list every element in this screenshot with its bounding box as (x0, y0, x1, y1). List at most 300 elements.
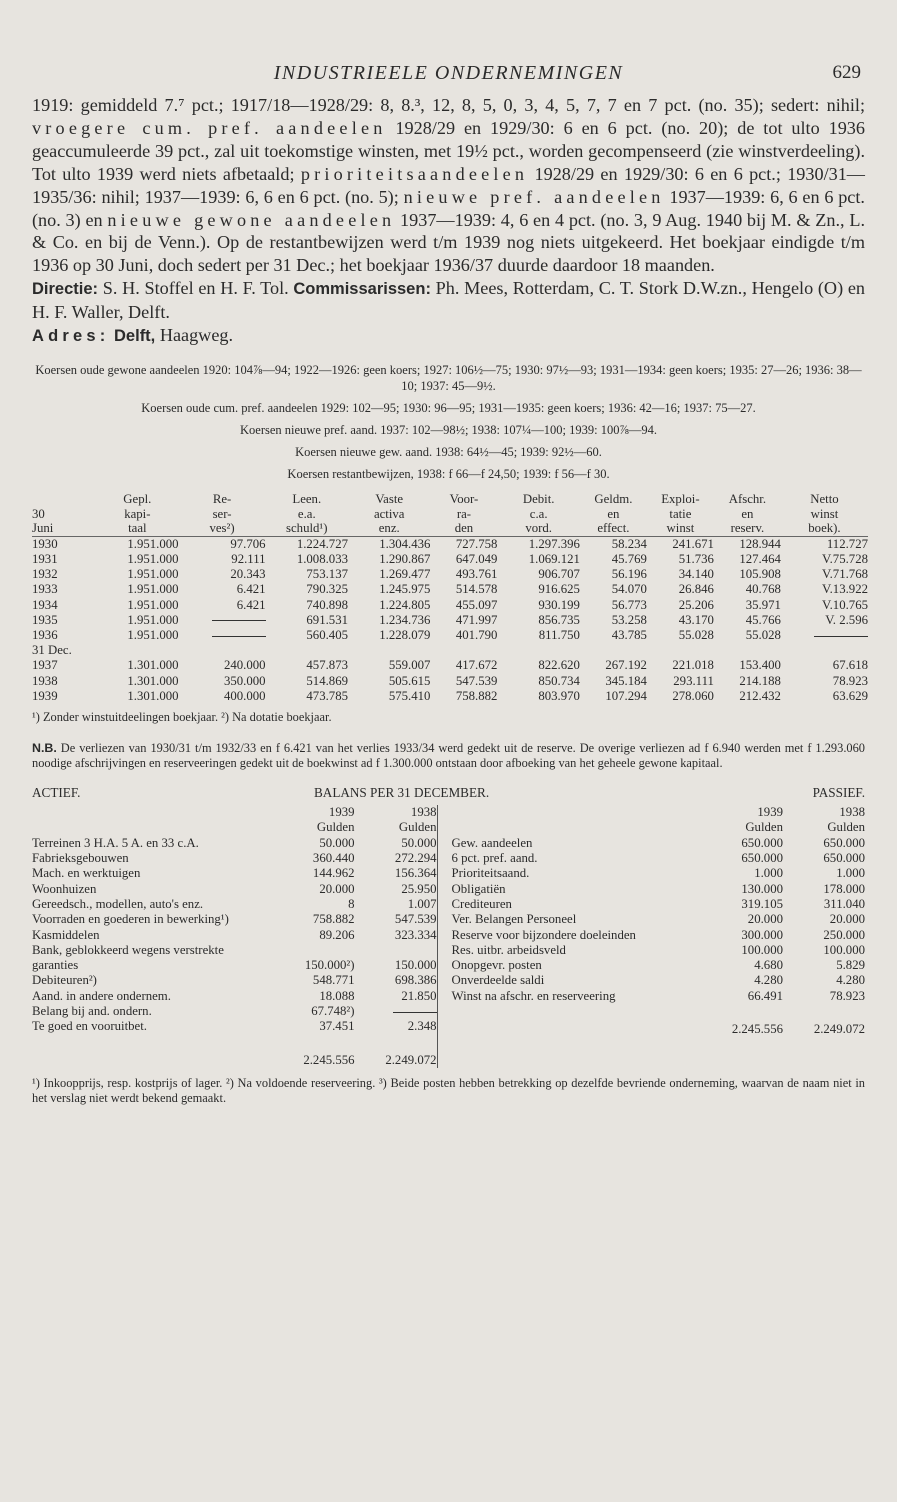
balans-item-label: Terreinen 3 H.A. 5 A. en 33 c.A. (32, 835, 199, 850)
value-cell: 575.410 (388, 688, 431, 703)
text-run: 1928/29 en 1929/30: 6 en 6 pct.; 1930/31—1935/36: nihil; 1937—1939: 6, 6 en 6 pct. (no. 5); (32, 163, 865, 207)
balans-item-label: Gereedsch., modellen, auto's enz. (32, 896, 204, 911)
balans-value: 650.000 (741, 835, 783, 850)
balans-row (32, 989, 437, 1004)
value-cell: 67.618 (832, 658, 868, 673)
balans-item-label: Obligatiën (451, 881, 506, 896)
balans-total-row (452, 1004, 865, 1037)
balans-row (32, 1019, 437, 1034)
adres-city: Delft, (114, 327, 156, 346)
value-cell: 930.199 (538, 597, 580, 612)
value-cell: 55.028 (745, 627, 781, 642)
value-cell: 1.951.000 (127, 597, 179, 612)
balans-value: 323.334 (394, 927, 437, 942)
value-cell: V. 2.596 (825, 612, 868, 627)
column-header-line: enz. (378, 521, 400, 536)
value-cell: 906.707 (538, 567, 580, 582)
table-body (32, 536, 868, 704)
value-cell: 1.228.079 (379, 627, 431, 642)
balans-row (32, 897, 437, 912)
column-header (580, 492, 647, 536)
value-cell: 51.736 (678, 551, 714, 566)
balans-value: 311.040 (823, 896, 865, 911)
table-row (32, 613, 868, 628)
balans-value: 20.000 (747, 912, 783, 927)
value-cell: 1.269.477 (379, 567, 431, 582)
value-cell: 727.758 (455, 536, 498, 551)
value-cell: 1.951.000 (127, 551, 179, 566)
dividend-paragraph (32, 94, 865, 277)
column-header-line: vord. (525, 521, 552, 536)
year-cell: 1930 (32, 536, 58, 551)
nb-label: N.B. (32, 741, 57, 756)
column-header (179, 492, 266, 536)
unit-label: Gulden (827, 820, 865, 835)
balans-value: 100.000 (741, 942, 783, 957)
balans-value: 2.348 (407, 1019, 437, 1034)
value-cell: 107.294 (605, 688, 647, 703)
column-header-line: activa (373, 506, 405, 521)
balans-value: 548.771 (312, 973, 355, 988)
column-header-line: Exploi- (661, 491, 700, 506)
balans-value: 650.000 (823, 835, 865, 850)
balans-row (452, 928, 865, 943)
balans-value: 130.000 (741, 881, 783, 896)
balans-item-label: Gew. aandeelen (451, 835, 533, 850)
balans-title: BALANS PER 31 DECEMBER. (314, 785, 490, 801)
balans-row (452, 973, 865, 988)
balans-value: 1.000 (836, 866, 865, 881)
value-cell: 97.706 (230, 536, 266, 551)
balans-row (32, 912, 437, 927)
column-header (430, 492, 497, 536)
column-header (266, 492, 348, 536)
year-1938: 1938 (410, 805, 437, 820)
value-cell: 278.060 (672, 688, 714, 703)
unit-label: Gulden (745, 820, 783, 835)
value-cell: 128.944 (739, 536, 781, 551)
balans-sheet (32, 805, 865, 1068)
value-cell: 1.951.000 (127, 536, 179, 551)
balans-row (452, 958, 865, 973)
column-header-line: kapi- (124, 506, 151, 521)
column-header-line: Netto (810, 491, 839, 506)
year-cell: 1936 (32, 627, 58, 642)
value-cell: 811.750 (538, 627, 580, 642)
unit-label: Gulden (398, 820, 437, 835)
directie-text: S. H. Stoffel en H. F. Tol. (98, 278, 294, 299)
koersen-line: Koersen nieuwe gew. aand. 1938: 64½—45; 1939: 92½—60. (295, 444, 602, 459)
balans-item-label: Res. uitbr. arbeidsveld (451, 942, 566, 957)
column-header-line: effect. (597, 521, 630, 536)
balans-item-label: Belang bij and. ondern. (32, 1004, 152, 1019)
balans-value: 67.748²) (311, 1004, 355, 1019)
balans-row (32, 851, 437, 866)
value-cell: 153.400 (739, 658, 781, 673)
value-cell: 26.846 (678, 582, 714, 597)
column-header (647, 492, 714, 536)
table-row (32, 689, 868, 704)
text-run: 1928/29 en 1929/30: 6 en 6 pct. (no. 20); de tot ulto 1936 geaccumuleerde 39 pct., zal uit toekomstige winsten, met 19½ pct., worden gecompenseerd (zie winstverdeeling). Tot ulto 1939 werd niets afbetaald; (32, 117, 865, 184)
balans-value: 18.088 (319, 988, 355, 1003)
spaced-term: vroegere cum. pref. aandeelen (32, 117, 387, 138)
balans-value: 698.386 (394, 973, 437, 988)
balans-item-label: Crediteuren (451, 896, 512, 911)
text-run: 1937—1939: 6, 6 en 6 pct. (no. 3) en (32, 186, 865, 230)
year-1938: 1938 (839, 805, 865, 820)
sub-label: 31 Dec. (32, 643, 72, 658)
value-cell: 790.325 (306, 582, 348, 597)
value-cell: 1.224.727 (296, 536, 348, 551)
balans-total: 2.249.072 (385, 1052, 437, 1067)
value-cell: 214.188 (739, 673, 781, 688)
balans-value: 100.000 (823, 942, 865, 957)
section-title: INDUSTRIEELE ONDERNEMINGEN (273, 62, 624, 84)
year-header-row (32, 805, 437, 820)
koersen-line: Koersen oude cum. pref. aandeelen 1929: 102—95; 1930: 96—95; 1931—1935: geen koers; 1936: 42—16; 1937: 75—27. (141, 400, 756, 415)
table-row (32, 628, 868, 643)
value-cell: 112.727 (826, 536, 868, 551)
adres-street: Haagweg. (155, 325, 234, 346)
unit-label: Gulden (316, 820, 355, 835)
column-header-line: tatie (669, 506, 692, 521)
value-cell: 58.234 (611, 536, 647, 551)
value-cell: 647.049 (455, 551, 498, 566)
empty-cell (32, 1035, 275, 1068)
value-cell: 240.000 (223, 658, 266, 673)
balans-value: 650.000 (823, 851, 865, 866)
balans-row (452, 943, 865, 958)
balans-row (32, 928, 437, 943)
balans-item-label: Woonhuizen (32, 881, 97, 896)
balans-item-label: Voorraden en goederen in bewerking¹) (32, 912, 229, 927)
balans-item-label: Te goed en vooruitbet. (32, 1019, 147, 1034)
value-cell: 1.290.867 (379, 551, 431, 566)
balans-value: 150.000²) (304, 958, 355, 973)
column-header (96, 492, 178, 536)
value-cell: 455.097 (455, 597, 498, 612)
balans-value: 50.000 (401, 835, 437, 850)
table-row (32, 552, 868, 567)
value-cell: 56.773 (611, 597, 647, 612)
value-cell: 63.629 (832, 688, 868, 703)
value-cell: 1.008.033 (296, 551, 348, 566)
column-header (32, 492, 96, 536)
value-cell: 505.615 (388, 673, 431, 688)
year-cell: 1937 (32, 658, 58, 673)
value-cell: 803.970 (538, 688, 580, 703)
running-header (32, 58, 865, 88)
balans-item-label: Bank, geblokkeerd wegens verstrekte garanties (32, 942, 224, 973)
balans-value: 5.829 (836, 958, 865, 973)
table-row (32, 658, 868, 673)
balans-value: 66.491 (747, 988, 783, 1003)
balans-value: 1.000 (754, 866, 783, 881)
address-paragraph (32, 324, 865, 348)
value-cell: 350.000 (223, 673, 266, 688)
passief-column (437, 805, 865, 1068)
value-cell: 473.785 (306, 688, 348, 703)
balans-value: 272.294 (394, 851, 437, 866)
table-header-row (32, 492, 868, 536)
value-cell: 856.735 (538, 612, 580, 627)
year-cell: 1934 (32, 597, 58, 612)
balans-row (32, 866, 437, 881)
balans-value: 21.850 (401, 988, 437, 1003)
column-header-line: en (741, 506, 754, 521)
balans-header (32, 785, 865, 803)
value-cell (179, 628, 266, 643)
value-cell: 105.908 (739, 567, 781, 582)
value-cell: 1.297.396 (528, 536, 580, 551)
balans-footnote: ¹) Inkoopprijs, resp. kostprijs of lager. ²) Na voldoende reserveering. ³) Beide posten hebben betrekking op dezelfde bevriende onderneming, waarvan de naam niet in het verslag niet werdt bekend gemaakt. (32, 1075, 865, 1105)
balans-row (452, 851, 865, 866)
spaced-term: prioriteitsaandeelen (300, 163, 529, 184)
balans-row (32, 943, 437, 974)
balans-value: 144.962 (312, 866, 355, 881)
value-cell: 267.192 (605, 658, 647, 673)
adres-label: Adres: (32, 327, 110, 346)
balans-value: 20.000 (829, 912, 865, 927)
column-header-line: winst (810, 506, 839, 521)
value-cell: 53.258 (611, 612, 647, 627)
spaced-term: nieuwe pref. aandeelen (403, 186, 665, 207)
table-footnote: ¹) Zonder winstuitdeelingen boekjaar. ²) Na dotatie boekjaar. (32, 709, 332, 724)
balans-row (452, 882, 865, 897)
unit-header-row (32, 820, 437, 835)
column-header-line: winst (666, 521, 695, 536)
value-cell: 514.578 (455, 582, 498, 597)
balans-value: 547.539 (394, 912, 437, 927)
balans-item-label: Winst na afschr. en reserveering (451, 988, 616, 1003)
value-cell: 1.245.975 (379, 582, 431, 597)
value-cell: 1.301.000 (127, 688, 179, 703)
column-header (714, 492, 781, 536)
board-paragraph (32, 277, 865, 324)
balans-total-row (32, 1035, 437, 1068)
balans-item-label: Ver. Belangen Personeel (451, 912, 577, 927)
value-cell: V.10.765 (822, 597, 868, 612)
value-cell: 56.196 (611, 567, 647, 582)
table-row (32, 536, 868, 552)
value-cell: 1.234.736 (379, 612, 431, 627)
value-cell: 514.869 (306, 673, 348, 688)
balans-total: 2.249.072 (813, 1022, 865, 1037)
value-cell: 127.464 (739, 551, 781, 566)
value-cell: 1.951.000 (127, 567, 179, 582)
value-cell: 34.140 (678, 567, 714, 582)
value-cell: 45.766 (745, 612, 781, 627)
balans-value: 178.000 (823, 881, 865, 896)
balans-value: 8 (348, 896, 355, 911)
balans-item-label: Fabrieksgebouwen (32, 851, 129, 866)
value-cell: 45.769 (611, 551, 647, 566)
value-cell: 43.785 (611, 627, 647, 642)
balans-item-label: Debiteuren²) (32, 973, 97, 988)
column-header-line: reserv. (730, 521, 765, 536)
balans-value: 4.280 (754, 973, 783, 988)
unit-header-row (452, 820, 865, 835)
nb-note (32, 741, 865, 771)
balans-item-label: Prioriteitsaand. (451, 866, 530, 881)
dash-mark (814, 636, 868, 637)
balans-item-label: 6 pct. pref. aand. (451, 851, 538, 866)
nb-text: De verliezen van 1930/31 t/m 1932/33 en f 6.421 van het verlies 1933/34 werd gedekt uit de reserve. De overige verliezen ad f 6.940 werden met f 1.293.060 noodige afschrijvingen en reserveeringen gedekt uit de boekwinst ad f 1.300.000 ontstaan door afboeking van het geheele gewone kapitaal. (32, 741, 865, 771)
commissarissen-label: Commissarissen: (293, 280, 431, 299)
value-cell (179, 613, 266, 628)
balans-value: 4.280 (836, 973, 865, 988)
column-header-line: ser- (212, 506, 232, 521)
value-cell: 691.531 (306, 612, 348, 627)
value-cell: 1.301.000 (127, 658, 179, 673)
value-cell: 493.761 (455, 567, 498, 582)
value-cell: 293.111 (673, 673, 714, 688)
value-cell: 25.206 (678, 597, 714, 612)
dash-mark (393, 1012, 437, 1013)
value-cell: 1.301.000 (127, 673, 179, 688)
body-text (32, 94, 865, 348)
value-cell: 221.018 (672, 658, 714, 673)
balans-item-label: Onverdeelde saldi (451, 973, 545, 988)
value-cell: 1.304.436 (379, 536, 431, 551)
balans-row (452, 866, 865, 881)
value-cell: V.71.768 (822, 567, 868, 582)
passief-label: PASSIEF. (812, 785, 865, 801)
column-header-line: c.a. (529, 506, 548, 521)
value-cell: 417.672 (455, 658, 498, 673)
column-header-line: Vaste (375, 491, 404, 506)
value-cell (781, 628, 868, 643)
actief-column (32, 805, 437, 1068)
column-header-line: 30 (32, 506, 45, 521)
balans-row (452, 989, 865, 1004)
value-cell: 471.997 (455, 612, 498, 627)
value-cell: 547.539 (455, 673, 498, 688)
balans-row (452, 897, 865, 912)
balans-value: 300.000 (741, 927, 783, 942)
column-header-line: Gepl. (123, 491, 152, 506)
value-cell: 916.625 (538, 582, 580, 597)
value-cell: 241.671 (672, 536, 714, 551)
balans-value: 250.000 (823, 927, 865, 942)
page-number: 629 (832, 62, 861, 83)
year-cell: 1939 (32, 688, 58, 703)
value-cell: 758.882 (455, 688, 498, 703)
value-cell: 55.028 (678, 627, 714, 642)
balans-item-label: Aand. in andere ondernem. (32, 988, 171, 1003)
balans-row (32, 973, 437, 988)
column-header-line: Re- (212, 491, 232, 506)
value-cell: 1.224.805 (379, 597, 431, 612)
balans-value: 150.000 (394, 958, 437, 973)
value-cell: 78.923 (832, 673, 868, 688)
empty-cell (452, 1004, 703, 1037)
value-cell: 560.405 (306, 627, 348, 642)
column-header-line: ra- (456, 506, 472, 521)
balans-value: 50.000 (319, 835, 355, 850)
table-row (32, 674, 868, 689)
year-1939: 1939 (328, 805, 355, 820)
year-cell: 1933 (32, 582, 58, 597)
value-cell: 35.971 (745, 597, 781, 612)
text-run: 1919: gemiddeld 7.⁷ pct.; 1917/18—1928/29: 8, 8.³, 12, 8, 5, 0, 3, 4, 5, 7, 7 en 7 pct. (no. 35); sedert: nihil; (32, 95, 865, 115)
balans-value: 758.882 (312, 912, 355, 927)
balans-value: 360.440 (312, 851, 355, 866)
balans-total: 2.245.556 (731, 1022, 783, 1037)
balans-value: 156.364 (394, 866, 437, 881)
column-header-line: en (607, 506, 620, 521)
directie-label: Directie: (32, 280, 99, 299)
koersen-line: Koersen oude gewone aandeelen 1920: 104⅞—94; 1922—1926: geen koers; 1927: 106½—75; 1930: 97½—93; 1931—1934: geen koers; 1935: 27—26; 1936: 38—10; 1937: 45—9½. (35, 362, 862, 393)
value-cell: 753.137 (306, 567, 348, 582)
balans-row (32, 882, 437, 897)
balans-row (452, 912, 865, 927)
balans-row (452, 836, 865, 851)
balans-value (355, 1004, 437, 1019)
value-cell: 212.432 (739, 688, 781, 703)
year-header-row (452, 805, 865, 820)
koersen-line: Koersen nieuwe pref. aand. 1937: 102—98½; 1938: 107¼—100; 1939: 100⅞—94. (240, 422, 657, 437)
column-header (497, 492, 579, 536)
balans-item-label: Kasmiddelen (32, 927, 100, 942)
value-cell: 20.343 (230, 567, 266, 582)
sub-label-row (32, 643, 868, 658)
koersen-block (32, 362, 865, 482)
actief-label: ACTIEF. (32, 785, 81, 801)
table-row (32, 582, 868, 597)
column-header-line: Juni (32, 521, 54, 536)
table-row (32, 567, 868, 582)
value-cell: 6.421 (236, 597, 266, 612)
column-header-line: Voor- (449, 491, 479, 506)
column-header-line: taal (128, 521, 147, 536)
value-cell: 401.790 (455, 627, 498, 642)
column-header-line: Debit. (522, 491, 555, 506)
value-cell: 457.873 (306, 658, 348, 673)
value-cell: 559.007 (388, 658, 431, 673)
balans-row (32, 836, 437, 851)
balans-item-label: Reserve voor bijzondere doeleinden (451, 927, 636, 942)
balans-item-label: Mach. en werktuigen (32, 866, 141, 881)
balans-value: 319.105 (741, 896, 783, 911)
value-cell: 54.070 (611, 582, 647, 597)
value-cell: 1.069.121 (528, 551, 580, 566)
value-cell: 92.111 (231, 551, 266, 566)
column-header-line: Leen. (292, 491, 322, 506)
balans-row (32, 1004, 437, 1019)
column-header (781, 492, 868, 536)
column-header-line: den (454, 521, 474, 536)
financial-table (32, 491, 868, 725)
year-cell: 1932 (32, 567, 58, 582)
value-cell: 1.951.000 (127, 612, 179, 627)
column-header (348, 492, 430, 536)
balans-value: 89.206 (319, 927, 355, 942)
value-cell: 740.898 (306, 597, 348, 612)
column-header-line: boek). (808, 521, 841, 536)
balans-value: 25.950 (401, 881, 437, 896)
value-cell: V.75.728 (822, 551, 868, 566)
year-cell: 1931 (32, 551, 58, 566)
column-header-line: ves²) (209, 521, 235, 536)
year-1939: 1939 (757, 805, 783, 820)
balans-value: 20.000 (319, 881, 355, 896)
value-cell: 43.170 (678, 612, 714, 627)
balans-item-label: Onopgevr. posten (451, 958, 542, 973)
balans-value: 1.007 (407, 896, 437, 911)
value-cell: V.13.922 (822, 582, 868, 597)
balans-value: 4.680 (754, 958, 783, 973)
